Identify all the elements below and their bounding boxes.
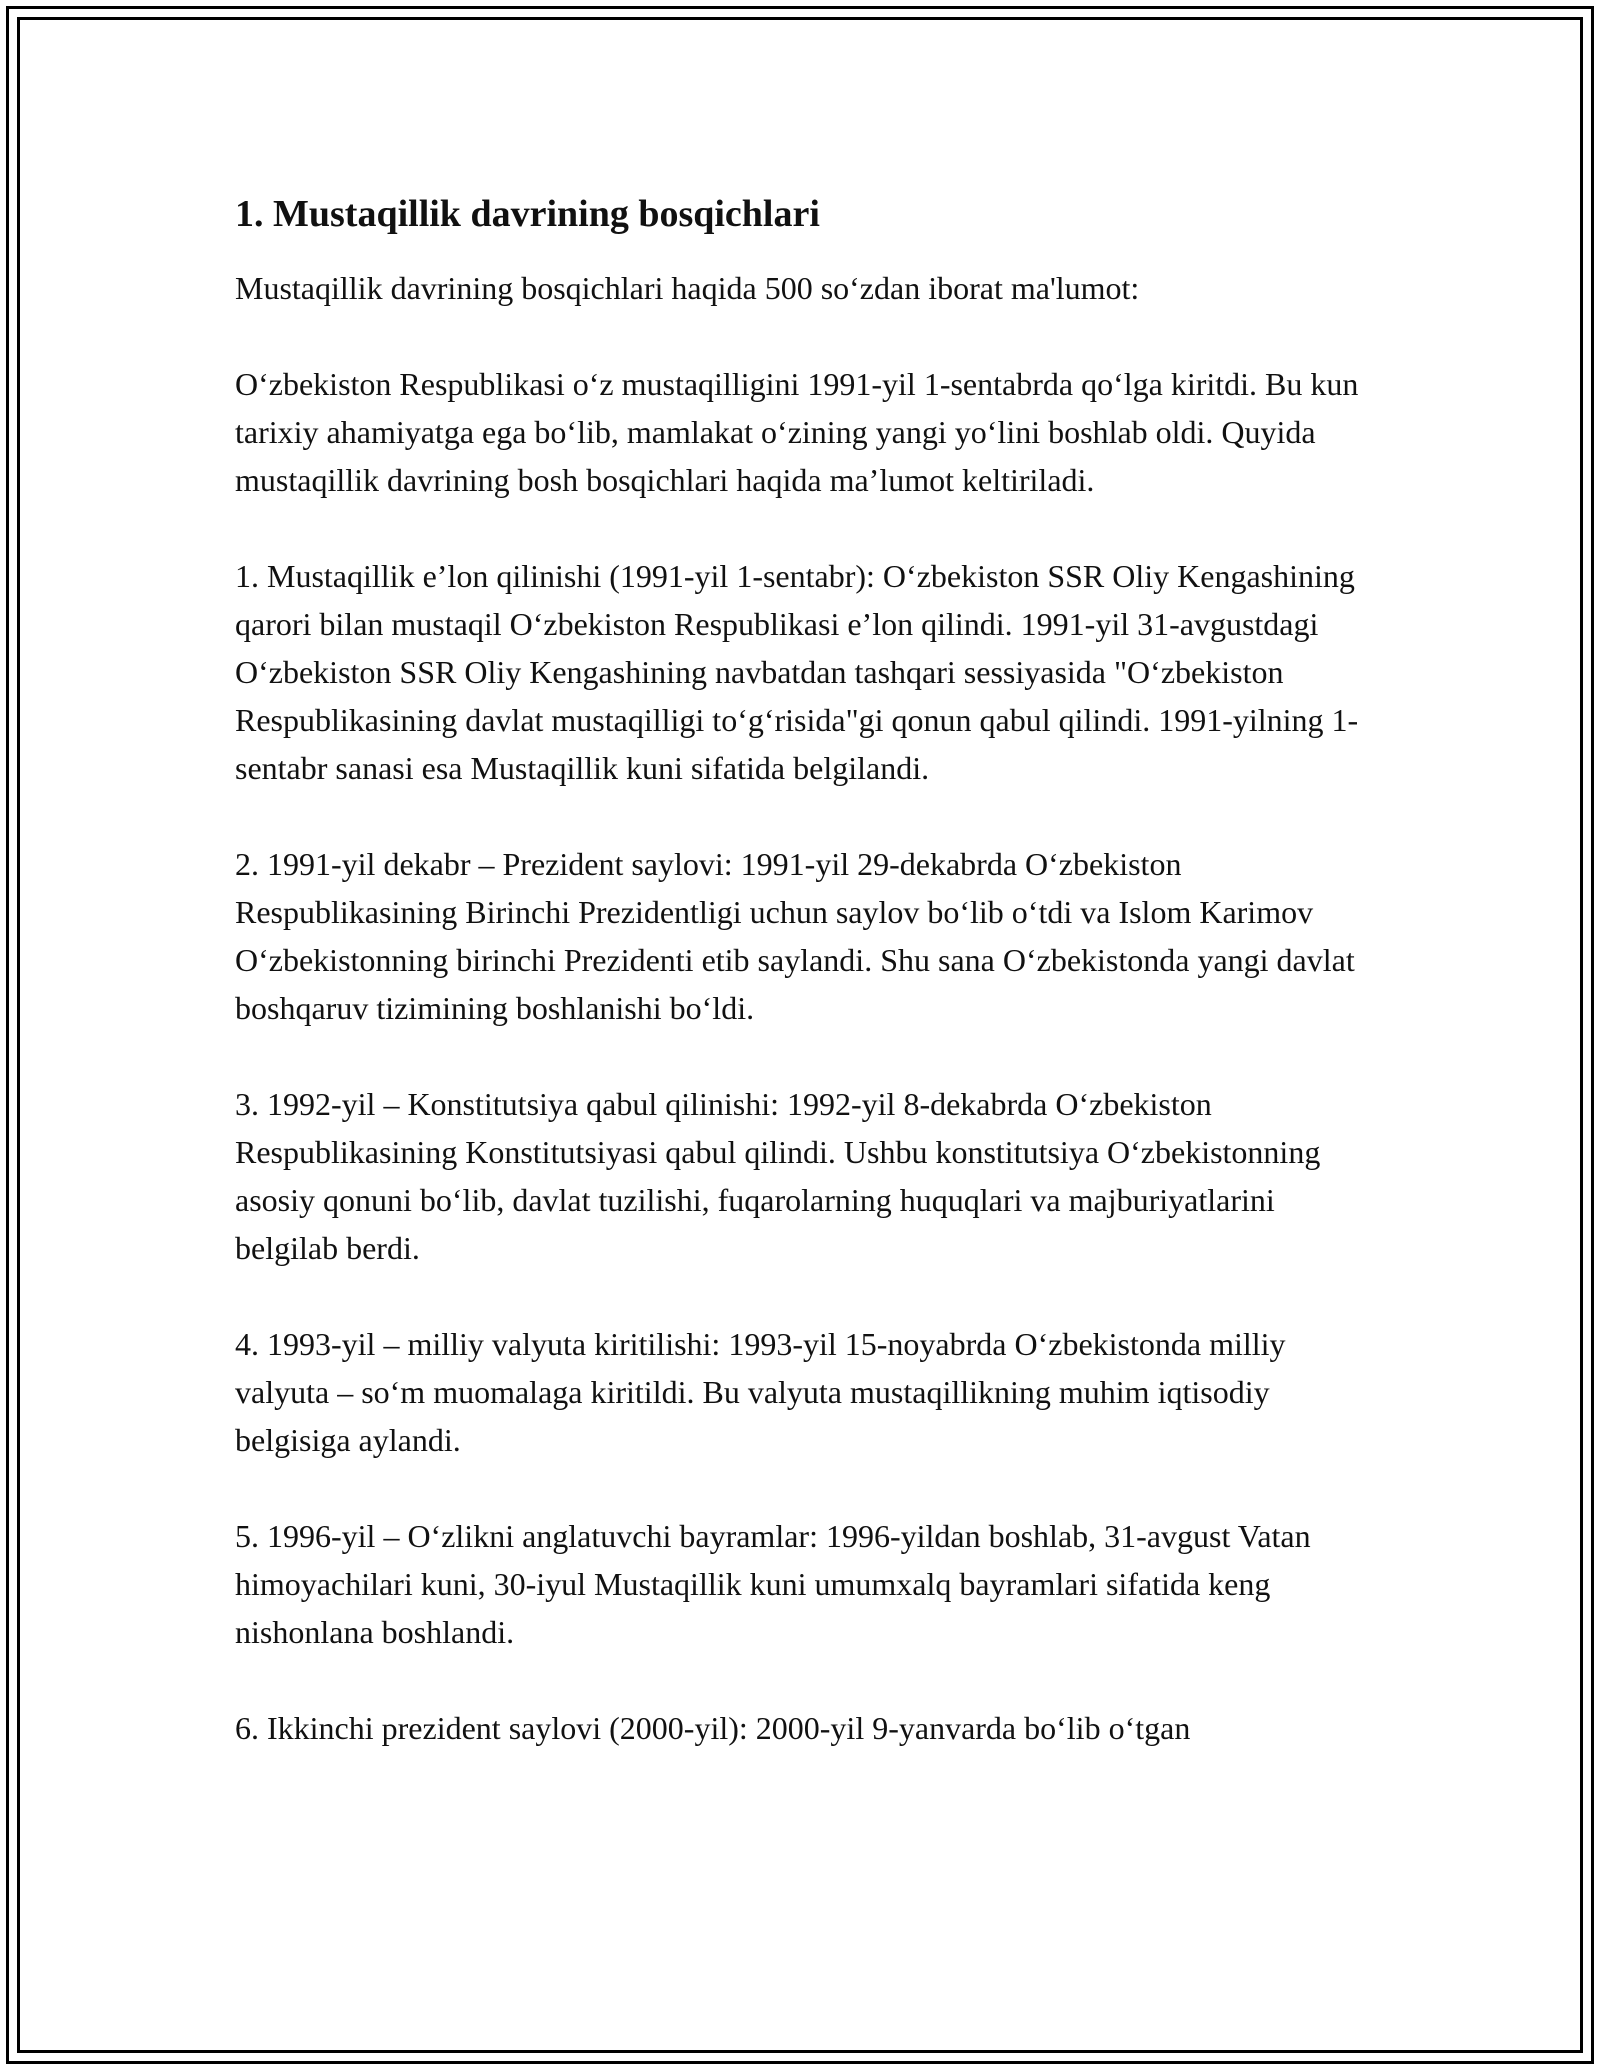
document-title: 1. Mustaqillik davrining bosqichlari (235, 193, 820, 235)
paragraph-stage-1: 1. Mustaqillik e’lon qilinishi (1991-yil 1-sentabr): O‘zbekiston SSR Oliy Kengashining qarori bilan mustaqil O‘zbekiston Respublikasi e’lon qilindi. 1991-yil 31-avgustdagi O‘zbekiston SSR Oliy Kengashining navbatdan tashqari sessiyasida "O‘zbekiston Respublikasining davlat mustaqilligi to‘g‘risida"gi qonun qabul qilindi. 1991-yilning 1-sentabr sanasi esa Mustaqillik kuni sifatida belgilandi. (235, 558, 1359, 786)
paragraph-stage-2: 2. 1991-yil dekabr – Prezident saylovi: 1991-yil 29-dekabrda O‘zbekiston Respublikasining Birinchi Prezidentligi uchun saylov bo‘lib o‘tdi va Islom Karimov O‘zbekistonning birinchi Prezidenti etib saylandi. Shu sana O‘zbekistonda yangi davlat boshqaruv tizimining boshlanishi bo‘ldi. (235, 846, 1355, 1026)
paragraph-stage-3: 3. 1992-yil – Konstitutsiya qabul qilinishi: 1992-yil 8-dekabrda O‘zbekiston Respublikasining Konstitutsiyasi qabul qilindi. Ushbu konstitutsiya O‘zbekistonning asosiy qonuni bo‘lib, davlat tuzilishi, fuqarolarning huquqlari va majburiyatlarini belgilab berdi. (235, 1086, 1321, 1266)
paragraph-stage-6: 6. Ikkinchi prezident saylovi (2000-yil): 2000-yil 9-yanvarda bo‘lib o‘tgan (235, 1710, 1191, 1746)
paragraph-overview: O‘zbekiston Respublikasi o‘z mustaqilligini 1991-yil 1-sentabrda qo‘lga kiritdi. Bu kun tarixiy ahamiyatga ega bo‘lib, mamlakat o‘zining yangi yo‘lini boshlab oldi. Quyida mustaqillik davrining bosh bosqichlari haqida ma’lumot keltiriladi. (235, 366, 1359, 498)
document-body (235, 188, 1385, 1800)
paragraph-stage-4: 4. 1993-yil – milliy valyuta kiritilishi: 1993-yil 15-noyabrda O‘zbekistonda milliy valyuta – so‘m muomalaga kiritildi. Bu valyuta mustaqillikning muhim iqtisodiy belgisiga aylandi. (235, 1326, 1286, 1458)
paragraph-intro: Mustaqillik davrining bosqichlari haqida 500 so‘zdan iborat ma'lumot: (235, 270, 1140, 306)
paragraph-stage-5: 5. 1996-yil – O‘zlikni anglatuvchi bayramlar: 1996-yildan boshlab, 31-avgust Vatan himoyachilari kuni, 30-iyul Mustaqillik kuni umumxalq bayramlari sifatida keng nishonlana boshlandi. (235, 1518, 1311, 1650)
